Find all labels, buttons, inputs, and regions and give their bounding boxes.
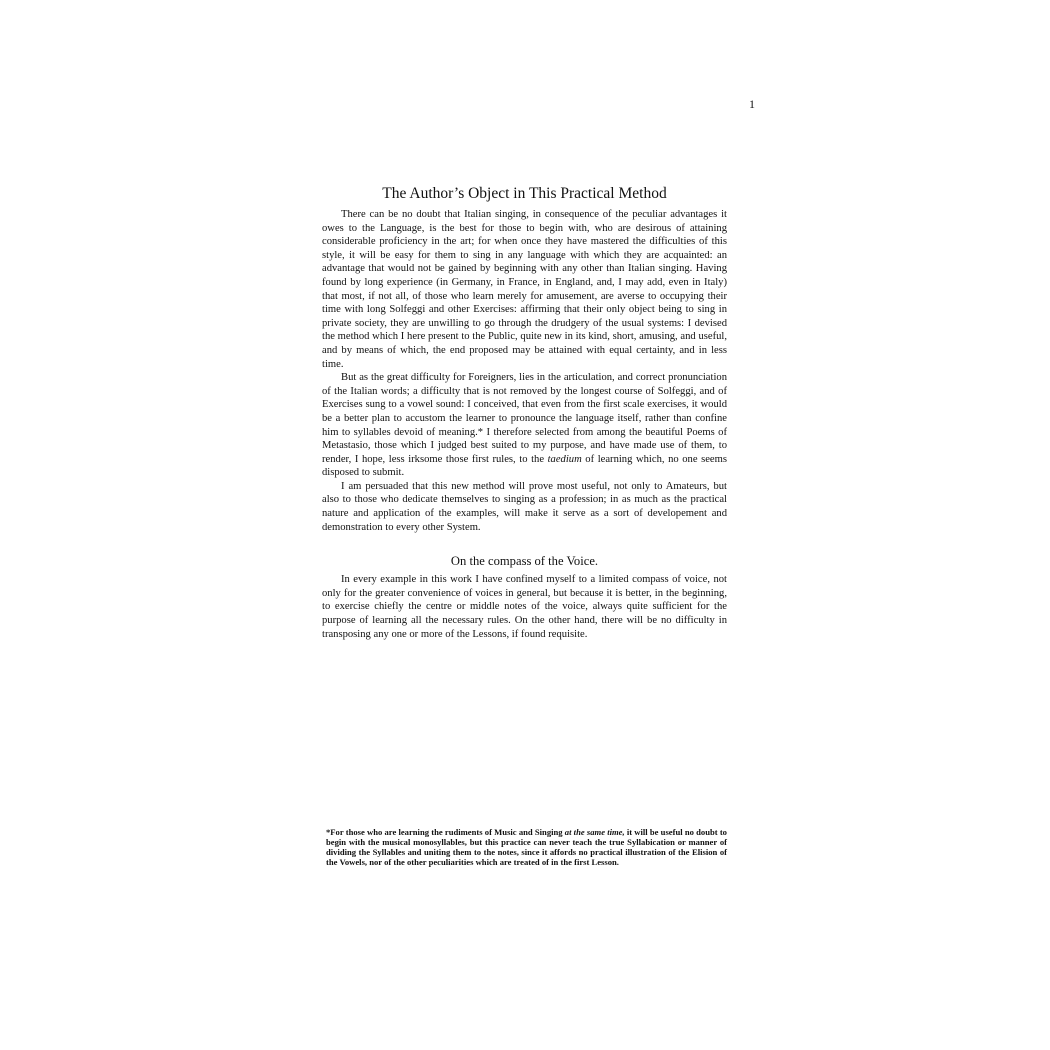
- page-number: 1: [749, 97, 755, 111]
- section-title-compass: On the compass of the Voice.: [450, 554, 599, 569]
- section-title-authors-object: The Author’s Object in This Practical Method: [382, 185, 667, 202]
- paragraph-2: [322, 371, 727, 480]
- paragraph-3: I am persuaded that this new method will prove most useful, not only to Amateurs, but also to those who dedicate themselves to singing as a profession; in as much as the practical nature and application of the examples, will make it serve as a sort of developement and demonstration to every other System.: [322, 480, 727, 533]
- footnote-text-b: it will be useful no doubt to begin with the musical monosyllables, but this practice can never teach the true Syllabication or manner of dividing the Syllables and uniting them to the notes, since it affords no practical illustration of the Elision of the Vowels, nor of the other peculiarities which are treated of in the first Lesson.: [326, 827, 727, 867]
- paragraph-compass: In every example in this work I have confined myself to a limited compass of voice, not only for the greater convenience of voices in general, but because it is better, in the beginning, to exercise chiefly the centre or middle notes of the voice, always quite sufficient for the purpose of learning all the necessary rules. On the other hand, there will be no difficulty in transposing any one or more of the Lessons, if found requisite.: [322, 574, 727, 640]
- paragraph-2-italic: taedium: [547, 453, 582, 465]
- paragraph-1: There can be no doubt that Italian singing, in consequence of the peculiar advantages it owes to the Language, is the best for those to begin with, who are desirous of attaining considerable proficiency in the art; for when once they have mastered the difficulties of this style, it will be easy for them to sing in any language with which they are acquainted: an advantage that would not be gained by beginning with any other than Italian singing. Having found by long experience (in Germany, in France, in England, and, I may add, even in Italy) that most, if not all, of those who learn merely for amusement, are averse to occupying their time with long Solfeggi and other Exercises: affirming that their only object being to sing in private society, they are unwilling to go through the drudgery of the usual systems: I devised the method which I here present to the Public, quite new in its kind, short, amusing, and useful, and by means of which, the end proposed may be attained with equal certainty, and in less time.: [322, 209, 727, 370]
- footnote-text-a: *For those who are learning the rudiments of Music and Singing: [326, 827, 565, 837]
- paragraph-2-text-a: But as the great difficulty for Foreigners, lies in the articulation, and correct pronunciation of the Italian words; a difficulty that is not removed by the longest course of Solfeggi, and of Exercises sung to a vowel sound: I conceived, that even from the first scale exercises, it would be a better plan to accustom the learner to pronounce the language itself, rather than confine him to syllables devoid of meaning.* I therefore selected from among the beautiful Poems of Metastasio, those which I judged best suited to my purpose, and have made use of them, to render, I hope, less irksome those first rules, to the: [322, 372, 727, 465]
- footnote: [326, 827, 727, 867]
- paragraph-2-text-b: of learning which, no one seems disposed to submit.: [322, 453, 727, 479]
- main-text-column: [322, 184, 727, 641]
- footnote-italic: at the same time,: [564, 827, 625, 837]
